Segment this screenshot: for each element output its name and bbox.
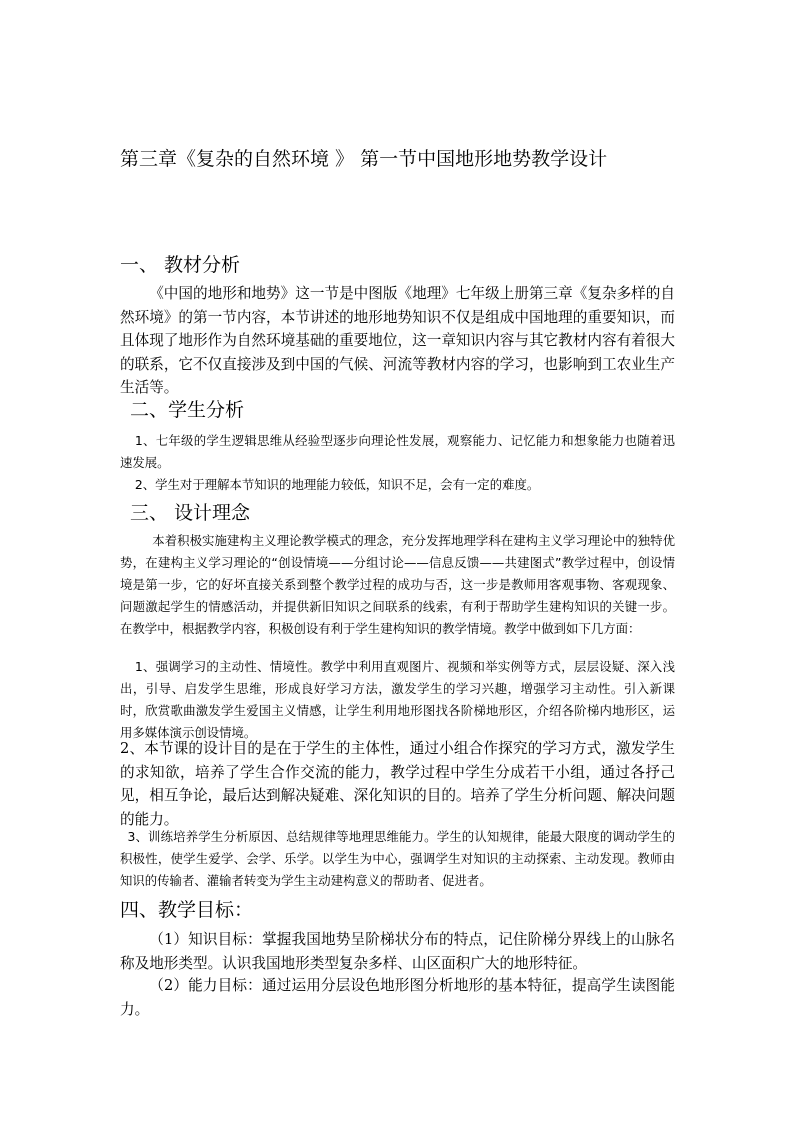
section-paragraph: 本着积极实施建构主义理论教学模式的理念，充分发挥地理学科在建构主义学习理论中的独特优势，在建构主义学习理论的“创设情境——分组讨论——信息反馈——共建图式”教学过程中，创设情境是第一步，它的好坏直接关系到整个教学过程的成功与否，这一步是教师用客观事物、客观现象、问题激起学生的情感活动，并提供新旧知识之间联系的线索，有利于帮助学生建构知识的关键一步。在教学中，根据教学内容，积极创设有利于学生建构知识的教学情境。教学中做到如下几方面： <box>120 533 675 636</box>
section-paragraph: 2、本节课的设计目的是在于学生的主体性，通过小组合作探究的学习方式，激发学生的求知欲，培养了学生合作交流的能力，教学过程中学生分成若干小组，通过各抒己见，相互争论，最后达到解决疑难、深化知识的目的。培养了学生分析问题、解决问题的能力。 <box>120 740 675 828</box>
section-paragraph: 3、训练培养学生分析原因、总结规律等地理思维能力。学生的认知规律，能最大限度的调动学生的积极性，使学生爱学、会学、乐学。以学生为中心，强调学生对知识的主动探索、主动发现。教师由知识的传输者、灌输者转变为学生主动建构意义的帮助者、促进者。 <box>120 829 675 888</box>
section-paragraph: （1）知识目标：掌握我国地势呈阶梯状分布的特点，记住阶梯分界线上的山脉名称及地形类型。认识我国地形类型复杂多样、山区面积广大的地形特征。 <box>120 931 675 972</box>
section-heading-design-concept: 三、 设计理念 <box>130 502 251 524</box>
section-heading-student-analysis: 二、学生分析 <box>130 399 245 421</box>
section-paragraph: 1、强调学习的主动性、情境性。教学中利用直观图片、视频和举实例等方式，层层设疑、深入浅出，引导、启发学生思维，形成良好学习方法，激发学生的学习兴趣，增强学习主动性。引入新课时，欣赏歌曲激发学生爱国主义情感，让学生利用地形图找各阶梯地形区，介绍各阶梯内地形区，运用多媒体演示创设情境。 <box>120 659 675 740</box>
section-paragraph: （2）能力目标：通过运用分层设色地形图分析地形的基本特征，提高学生读图能力。 <box>120 977 675 1018</box>
document-title: 第三章《复杂的自然环境 》 第一节中国地形地势教学设计 <box>120 148 608 170</box>
section-heading-teaching-objectives: 四、教学目标： <box>120 899 254 921</box>
section-heading-textbook-analysis: 一、 教材分析 <box>120 254 241 276</box>
section-paragraph: 《中国的地形和地势》这一节是中图版《地理》七年级上册第三章《复杂多样的自然环境》的第一节内容，本节讲述的地形地势知识不仅是组成中国地理的重要知识，而且体现了地形作为自然环境基础的重要地位，这一章知识内容与其它教材内容有着很大的联系，它不仅直接涉及到中国的气候、河流等教材内容的学习，也影响到工农业生产生活等。 <box>120 285 675 396</box>
section-paragraph: 1、七年级的学生逻辑思维从经验型逐步向理论性发展，观察能力、记忆能力和想象能力也随着迅速发展。 <box>120 433 675 470</box>
section-paragraph: 2、学生对于理解本节知识的地理能力较低，知识不足，会有一定的难度。 <box>134 477 540 492</box>
